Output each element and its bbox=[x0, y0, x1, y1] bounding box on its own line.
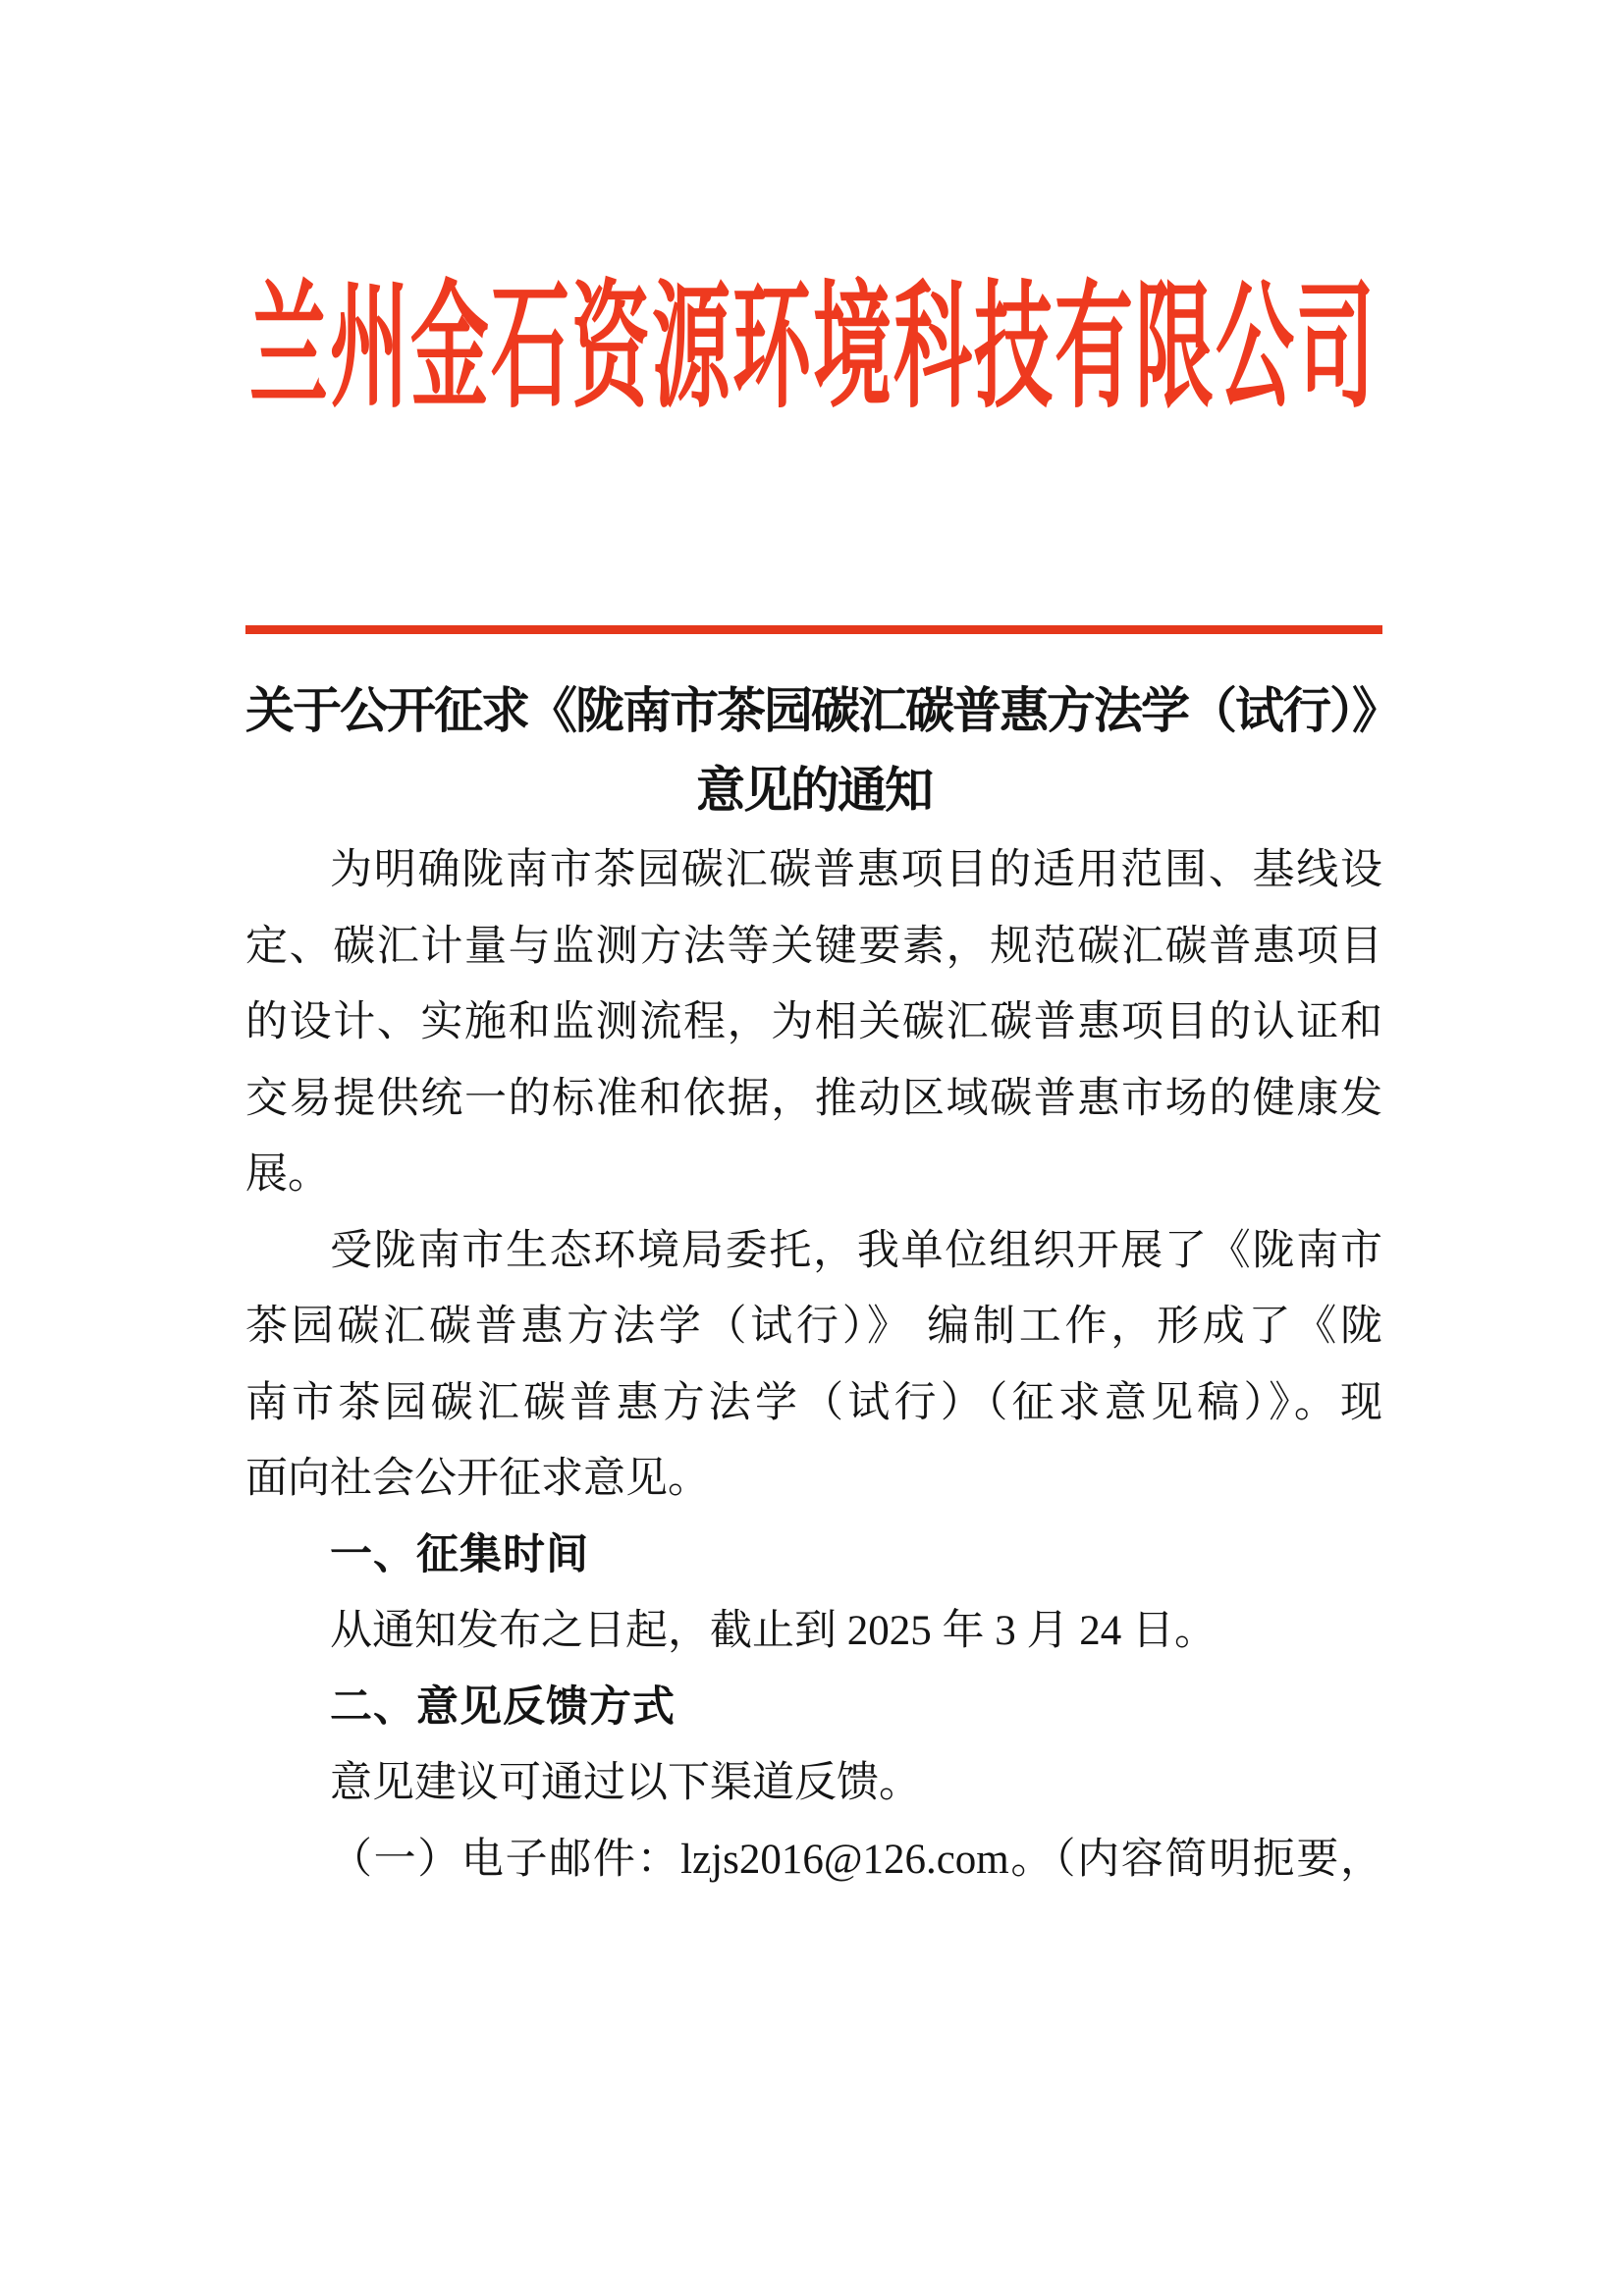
body-line: 交易提供统一的标准和依据，推动区域碳普惠市场的健康发 bbox=[245, 1075, 1382, 1122]
document-title bbox=[245, 671, 1399, 830]
body-line: 定、碳汇计量与监测方法等关键要素，规范碳汇碳普惠项目 bbox=[245, 923, 1382, 970]
body-line: 意见建议可通过以下渠道反馈。 bbox=[330, 1760, 921, 1806]
document-body bbox=[245, 832, 1382, 1897]
body-line: 面向社会公开征求意见。 bbox=[245, 1456, 710, 1502]
body-line: 南市茶园碳汇碳普惠方法学（试行）（征求意见稿）》。现 bbox=[245, 1379, 1382, 1426]
body-line: 茶园碳汇碳普惠方法学（试行）》 编制工作，形成了《陇 bbox=[245, 1304, 1382, 1350]
document-title-line2: 意见的通知 bbox=[696, 763, 932, 818]
section-heading-feedback-method: 二、意见反馈方式 bbox=[330, 1682, 676, 1731]
body-line-email: （一）电子邮件：lzjs2016@126.com。（内容简明扼要， bbox=[330, 1836, 1382, 1883]
body-line: 展。 bbox=[245, 1151, 330, 1198]
letterhead-divider-line bbox=[245, 625, 1382, 634]
body-line: 为明确陇南市茶园碳汇碳普惠项目的适用范围、基线设 bbox=[330, 847, 1382, 893]
body-line: 受陇南市生态环境局委托，我单位组织开展了《陇南市 bbox=[330, 1227, 1382, 1274]
section-heading-collection-time: 一、征集时间 bbox=[330, 1530, 589, 1578]
company-letterhead: 兰州金石资源环境科技有限公司 bbox=[249, 274, 1375, 426]
body-line: 的设计、实施和监测流程，为相关碳汇碳普惠项目的认证和 bbox=[245, 999, 1382, 1045]
body-line-deadline: 从通知发布之日起，截止到 2025 年 3 月 24 日。 bbox=[330, 1608, 1217, 1654]
document-title-line1: 关于公开征求《陇南市茶园碳汇碳普惠方法学（试行）》 bbox=[245, 683, 1399, 738]
